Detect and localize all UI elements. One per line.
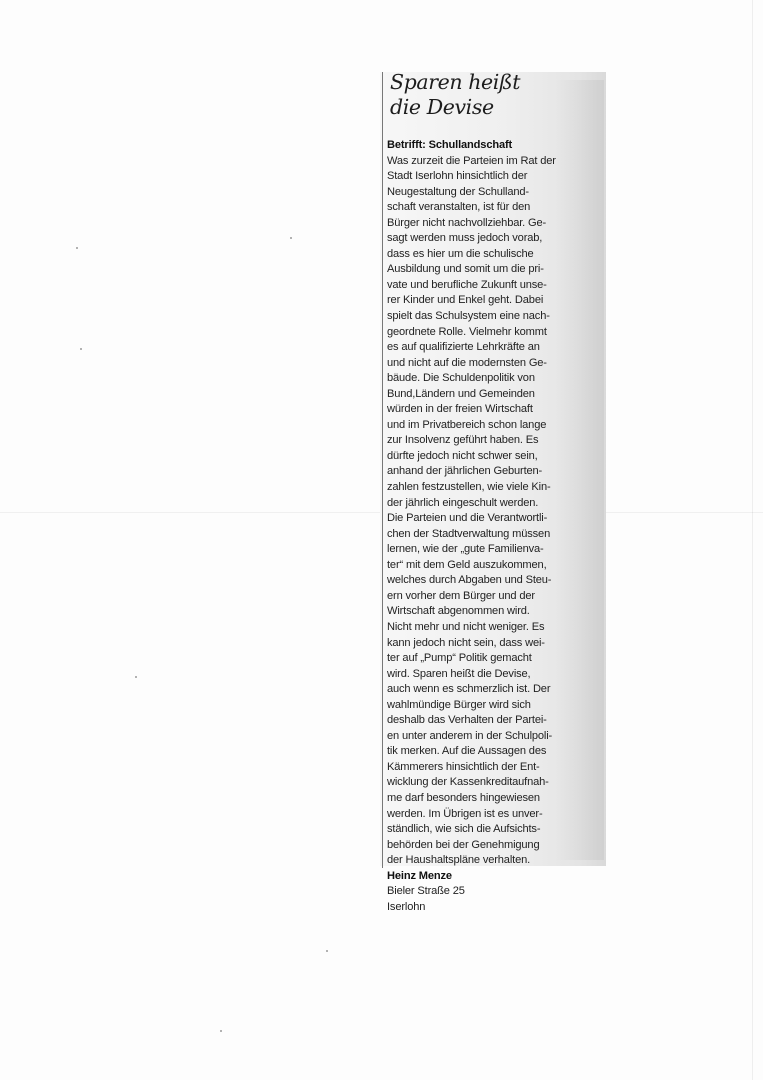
letter-body-line: rer Kinder und Enkel geht. Dabei bbox=[387, 294, 544, 307]
letter-body-line: Kämmerers hinsichtlich der Ent- bbox=[387, 760, 540, 773]
dust-speck bbox=[290, 237, 292, 239]
letter-body-line: geordnete Rolle. Vielmehr kommt bbox=[387, 325, 547, 338]
letter-body bbox=[387, 154, 572, 869]
letter-body-line: Was zurzeit die Parteien im Rat der bbox=[387, 154, 556, 167]
dust-speck bbox=[80, 348, 82, 350]
author-city: Iserlohn bbox=[387, 900, 426, 913]
dust-speck bbox=[326, 950, 328, 952]
scan-edge-line bbox=[752, 0, 753, 1080]
letter-body-line: der jährlich eingeschult werden. bbox=[387, 496, 539, 509]
letter-body-line: welches durch Abgaben und Steu- bbox=[387, 574, 552, 587]
letter-body-line: me darf besonders hingewiesen bbox=[387, 791, 540, 804]
dust-speck bbox=[135, 676, 137, 678]
letter-body-line: ern vorher dem Bürger und der bbox=[387, 589, 535, 602]
letter-body-line: es auf qualifizierte Lehrkräfte an bbox=[387, 341, 540, 354]
letter-body-line: sagt werden muss jedoch vorab, bbox=[387, 232, 543, 245]
letter-body-line: dürfte jedoch nicht schwer sein, bbox=[387, 449, 538, 462]
letter-body-line: der Haushaltspläne verhalten. bbox=[387, 854, 531, 867]
letter-body-line: ter“ mit dem Geld auszukommen, bbox=[387, 558, 547, 571]
letter-body-line: vate und berufliche Zukunft unse- bbox=[387, 278, 547, 291]
letter-body-line: bäude. Die Schuldenpolitik von bbox=[387, 372, 535, 385]
letter-body-line: wird. Sparen heißt die Devise, bbox=[387, 667, 531, 680]
letter-body-line: anhand der jährlichen Geburten- bbox=[387, 465, 543, 478]
letter-body-line: spielt das Schulsystem eine nach- bbox=[387, 310, 550, 323]
letter-body-line: auch wenn es schmerzlich ist. Der bbox=[387, 683, 551, 696]
letter-body-line: dass es hier um die schulische bbox=[387, 247, 534, 260]
dust-speck bbox=[76, 247, 78, 249]
letter-text bbox=[387, 138, 572, 915]
headline-line: die Devise bbox=[390, 95, 494, 119]
letter-body-line: chen der Stadtverwaltung müssen bbox=[387, 527, 551, 540]
letter-body-line: Wirtschaft abgenommen wird. bbox=[387, 605, 530, 618]
letter-body-line: deshalb das Verhalten der Partei- bbox=[387, 714, 547, 727]
letter-body-line: und nicht auf die modernsten Ge- bbox=[387, 356, 547, 369]
letter-body-line: Die Parteien und die Verantwortli- bbox=[387, 512, 548, 525]
letter-body-line: würden in der freien Wirtschaft bbox=[387, 403, 533, 416]
letter-body-line: und im Privatbereich schon lange bbox=[387, 418, 547, 431]
article-headline bbox=[390, 70, 520, 120]
letter-body-line: wahlmündige Bürger wird sich bbox=[387, 698, 531, 711]
letter-body-line: behörden bei der Genehmigung bbox=[387, 838, 540, 851]
letter-body-line: zahlen festzustellen, wie viele Kin- bbox=[387, 481, 551, 494]
letter-subject: Betrifft: Schullandschaft bbox=[387, 139, 513, 151]
letter-body-line: en unter anderem in der Schulpoli- bbox=[387, 729, 553, 742]
letter-body-line: wicklung der Kassenkreditaufnah- bbox=[387, 776, 549, 789]
letter-body-line: lernen, wie der „gute Familienva- bbox=[387, 543, 544, 556]
letter-body-line: ständlich, wie sich die Aufsichts- bbox=[387, 823, 541, 836]
letter-body-line: tik merken. Auf die Aussagen des bbox=[387, 745, 547, 758]
letter-body-line: Stadt Iserlohn hinsichtlich der bbox=[387, 170, 528, 183]
clipping-left-rule bbox=[382, 72, 383, 868]
letter-author: Heinz Menze bbox=[387, 869, 452, 882]
author-street: Bieler Straße 25 bbox=[387, 885, 465, 898]
letter-body-line: Nicht mehr und nicht weniger. Es bbox=[387, 620, 545, 633]
letter-body-line: Ausbildung und somit um die pri- bbox=[387, 263, 544, 276]
letter-body-line: Neugestaltung der Schulland- bbox=[387, 185, 529, 198]
letter-body-line: zur Insolvenz geführt haben. Es bbox=[387, 434, 539, 447]
letter-body-line: ter auf „Pump“ Politik gemacht bbox=[387, 652, 532, 665]
letter-body-line: kann jedoch nicht sein, dass wei- bbox=[387, 636, 545, 649]
letter-body-line: Bürger nicht nachvollziehbar. Ge- bbox=[387, 216, 547, 229]
letter-body-line: Bund,Ländern und Gemeinden bbox=[387, 387, 535, 400]
letter-body-line: werden. Im Übrigen ist es unver- bbox=[387, 807, 543, 820]
dust-speck bbox=[220, 1030, 222, 1032]
headline-line: Sparen heißt bbox=[390, 70, 521, 94]
letter-body-line: schaft veranstalten, ist für den bbox=[387, 201, 531, 214]
